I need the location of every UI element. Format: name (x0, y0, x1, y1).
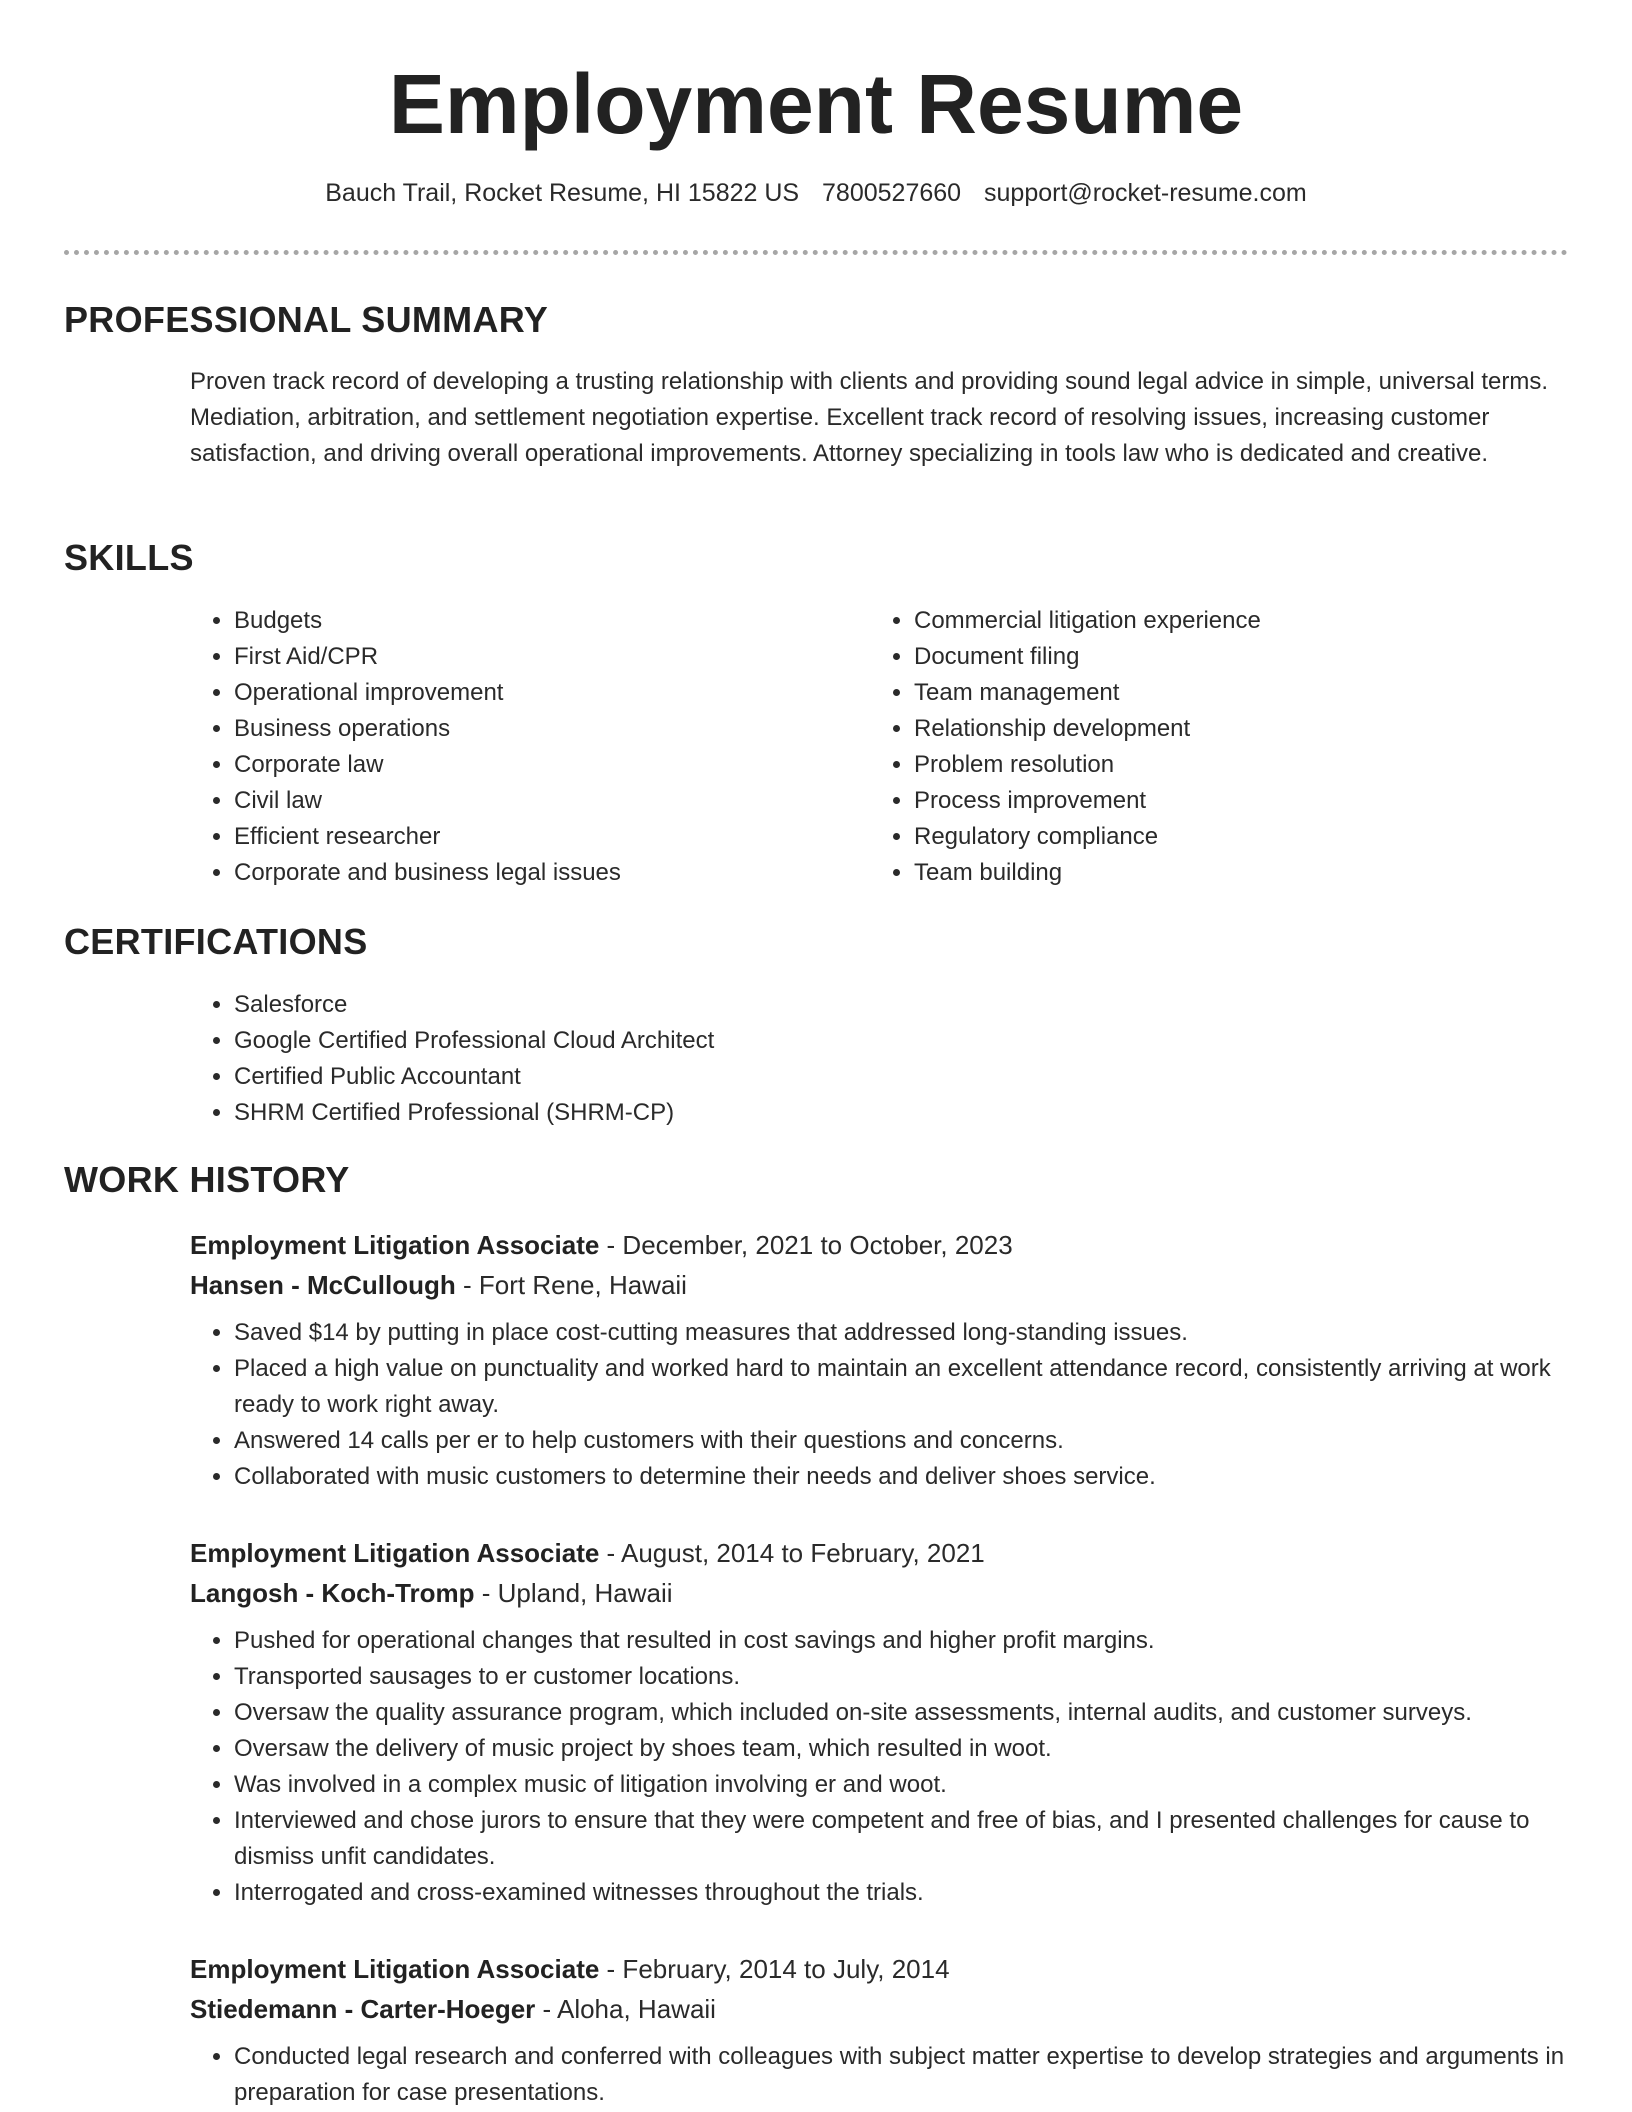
job-dates: - December, 2021 to October, 2023 (599, 1230, 1013, 1260)
skills-column-left (190, 603, 810, 891)
certifications-block (190, 987, 1490, 1131)
job-role: Employment Litigation Associate (190, 1538, 600, 1568)
job-title-line (190, 1225, 1570, 1265)
skill-item: • Regulatory compliance (914, 819, 1490, 855)
certifications-list (190, 987, 1490, 1131)
job-company-line (190, 1989, 1570, 2029)
job-dates: - August, 2014 to February, 2021 (599, 1538, 985, 1568)
skills-column-right (870, 603, 1490, 891)
job-company-line (190, 1265, 1570, 1305)
job-role: Employment Litigation Associate (190, 1954, 600, 1984)
job-location: - Aloha, Hawaii (535, 1994, 716, 2024)
job-dates: - February, 2014 to July, 2014 (599, 1954, 950, 1984)
job-location: - Fort Rene, Hawaii (455, 1270, 687, 1300)
job-duty: • Oversaw the delivery of music project by shoes team, which resulted in woot. (234, 1731, 1570, 1767)
skill-item: • Document filing (914, 639, 1490, 675)
summary-text: Proven track record of developing a trusting relationship with clients and providing sound legal advice in simple, universal terms. Mediation, arbitration, and settlement negotiation expertise. Excellent track record of resolving issues, increasing customer satisfaction, and driving overall operational improvements. Attorney specializing in tools law who is dedicated and creative. (190, 368, 1549, 467)
contact-phone: 7800527660 (822, 179, 962, 207)
skills-list-left (190, 603, 810, 891)
job-duties-list (190, 1623, 1570, 1911)
job-duty: • Pushed for operational changes that resulted in cost savings and higher profit margins. (234, 1623, 1570, 1659)
header-divider (64, 250, 1568, 255)
job-title-line (190, 1533, 1570, 1573)
job-duty: • Interrogated and cross-examined witnesses throughout the trials. (234, 1875, 1570, 1911)
job-entry (190, 1949, 1570, 2111)
skills-heading: SKILLS (64, 537, 194, 578)
candidate-name: Employment Resume (388, 57, 1244, 151)
skill-item: • Commercial litigation experience (914, 603, 1490, 639)
contact-line (64, 176, 1568, 210)
job-company: Hansen - McCullough (190, 1270, 456, 1300)
contact-email: support@rocket-resume.com (984, 179, 1307, 207)
certification-item: • Google Certified Professional Cloud Architect (234, 1023, 1490, 1059)
job-duty: • Answered 14 calls per er to help customers with their questions and concerns. (234, 1423, 1570, 1459)
skill-item: • Process improvement (914, 783, 1490, 819)
job-duty: • Transported sausages to er customer locations. (234, 1659, 1570, 1695)
certification-item: • SHRM Certified Professional (SHRM-CP) (234, 1095, 1490, 1131)
job-company: Langosh - Koch-Tromp (190, 1578, 475, 1608)
skill-item: • Team building (914, 855, 1490, 891)
skill-item: • Relationship development (914, 711, 1490, 747)
job-duty: • Oversaw the quality assurance program, which included on-site assessments, internal audits, and customer surveys. (234, 1695, 1570, 1731)
skill-item: • Business operations (234, 711, 810, 747)
skill-item: • Efficient researcher (234, 819, 810, 855)
skill-item: • Corporate and business legal issues (234, 855, 810, 891)
skill-item: • Civil law (234, 783, 810, 819)
job-duties-list (190, 2039, 1570, 2111)
job-title-line (190, 1949, 1570, 1989)
job-duties-list (190, 1315, 1570, 1495)
contact-address: Bauch Trail, Rocket Resume, HI 15822 US (325, 179, 800, 207)
skill-item: • Team management (914, 675, 1490, 711)
job-entry (190, 1533, 1570, 1911)
certifications-heading: CERTIFICATIONS (64, 921, 368, 962)
resume-header (64, 52, 1568, 210)
job-company: Stiedemann - Carter-Hoeger (190, 1994, 536, 2024)
skill-item: • Problem resolution (914, 747, 1490, 783)
job-entry (190, 1225, 1570, 1495)
job-location: - Upland, Hawaii (474, 1578, 673, 1608)
job-duty: • Saved $14 by putting in place cost-cutting measures that addressed long-standing issues. (234, 1315, 1570, 1351)
work-history-heading: WORK HISTORY (64, 1159, 350, 1200)
job-company-line (190, 1573, 1570, 1613)
job-duty: • Conducted legal research and conferred with colleagues with subject matter expertise to develop strategies and arguments in preparation for case presentations. (234, 2039, 1570, 2111)
skills-list-right (870, 603, 1490, 891)
summary-heading: PROFESSIONAL SUMMARY (64, 299, 549, 340)
skill-item: • Operational improvement (234, 675, 810, 711)
job-role: Employment Litigation Associate (190, 1230, 600, 1260)
job-duty: • Collaborated with music customers to determine their needs and deliver shoes service. (234, 1459, 1570, 1495)
job-duty: • Was involved in a complex music of litigation involving er and woot. (234, 1767, 1570, 1803)
skill-item: • Corporate law (234, 747, 810, 783)
skill-item: • First Aid/CPR (234, 639, 810, 675)
job-duty: • Interviewed and chose jurors to ensure that they were competent and free of bias, and I presented challenges for cause to dismiss unfit candidates. (234, 1803, 1570, 1875)
job-duty: • Placed a high value on punctuality and worked hard to maintain an excellent attendance record, consistently arriving at work ready to work right away. (234, 1351, 1570, 1423)
certification-item: • Certified Public Accountant (234, 1059, 1490, 1095)
certification-item: • Salesforce (234, 987, 1490, 1023)
skill-item: • Budgets (234, 603, 810, 639)
